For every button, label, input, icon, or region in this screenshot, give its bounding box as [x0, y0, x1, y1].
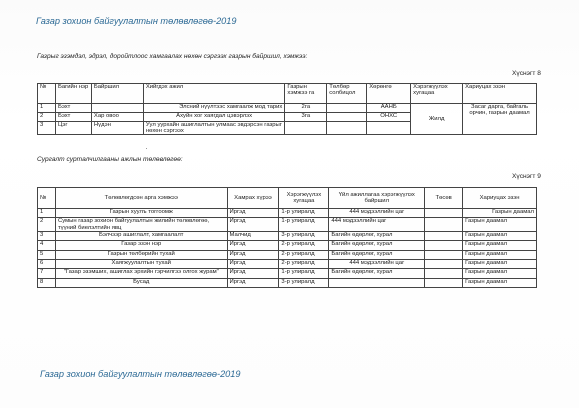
table8-cell: 3га: [285, 113, 327, 122]
table8-header-cell: Хийгдэх ажил: [143, 84, 285, 104]
table9-cell: Иргэд: [227, 269, 279, 278]
table8-header-cell: Хариуцах эзэн: [463, 84, 537, 104]
table9-cell: Багийн өдөрлөг, хурал: [329, 250, 425, 259]
table8-cell: Засаг дарга, байгаль орчин, газрын даамал: [463, 104, 537, 135]
table9-header-cell: №: [38, 188, 56, 209]
table9-header-cell: Үйл ажиллагаа хэрэгжүүлэх байршил: [329, 188, 425, 209]
table8-header-cell: Хөрөнгө: [367, 84, 411, 104]
table9-cell: Багийн өдөрлөг, хурал: [329, 269, 425, 278]
table9-cell: Иргэд: [227, 278, 279, 287]
table8-cell: [327, 122, 367, 135]
table-row: [38, 241, 537, 250]
table9-cell: Иргэд: [227, 209, 279, 218]
table9-cell: Хаягжуулалтын тухай: [55, 259, 227, 268]
table8-cell: [91, 104, 143, 113]
table9-cell: Газрын даамал: [463, 259, 537, 268]
table9-header-row: [38, 188, 537, 209]
table9-cell: 444 мэдээллийн цаг: [329, 209, 425, 218]
table9-cell: Газрын даамал: [463, 241, 537, 250]
table9-cell: Газрын даамал: [463, 269, 537, 278]
table9-cell: Багийн өдөрлөг, хурал: [329, 241, 425, 250]
table9-cell: Газрын хуулъ тоггоомж: [55, 209, 227, 218]
table9-cell: 2-р улиралд: [279, 250, 329, 259]
scan-speck: [146, 148, 147, 149]
table9-cell: 1: [38, 209, 56, 218]
table8-cell: [367, 122, 411, 135]
table9-cell: Газрын даамал: [463, 278, 537, 287]
table9-cell: Багийн өдөрлөг, хурал: [329, 231, 425, 240]
table9-cell: Газрын төлбөрийн тухай: [55, 250, 227, 259]
table9-header-cell: Төлөвлөгдсөн арга хэмжээ: [55, 188, 227, 209]
table8-cell: Цэг: [55, 122, 91, 135]
table9-cell: Газрын даамал: [463, 209, 537, 218]
table9-cell: 444 мэдээллийн цаг: [329, 259, 425, 268]
section2-heading: Сургалт сурталчилгааны ажлын төлөвлөгөө:: [37, 156, 183, 163]
table9-cell: Иргэд: [227, 259, 279, 268]
table8-cell: 3: [38, 122, 56, 135]
document-footer-title: Газар зохион байгуулалтын төлөвлөгөө-2019: [40, 369, 241, 379]
table9-cell: 5: [38, 250, 56, 259]
table9-cell: Газрын даамал: [463, 250, 537, 259]
table9-cell: [329, 278, 425, 287]
table9-cell: 2-р улиралд: [279, 241, 329, 250]
table-row: [38, 278, 537, 287]
table9-cell: [425, 259, 463, 268]
table-row: [38, 250, 537, 259]
table9-cell: 2-р улиралд: [279, 259, 329, 268]
table9-cell: 444 мэдээллийн цаг: [329, 218, 425, 231]
table9-cell: [425, 269, 463, 278]
table9-header-cell: Төсөв: [425, 188, 463, 209]
table9-cell: [425, 278, 463, 287]
table9-cell: [425, 250, 463, 259]
table9-cell: 4: [38, 241, 56, 250]
section1-heading: Газрыг эзэмдэл, эдрэл, доройтлоос хамгаалах нөхөн сэргээх газрын байршил, хэмжээ:: [37, 53, 308, 60]
table9-header-cell: Хэрэгжүүлэх хугацаа: [279, 188, 329, 209]
table-row: [38, 104, 537, 113]
table9-cell: [425, 231, 463, 240]
table8-cell: ААНБ: [367, 104, 411, 113]
table9-cell: [425, 209, 463, 218]
table8-cell: [327, 104, 367, 113]
table-row: [38, 218, 537, 231]
table8-cell: Бэхт: [55, 104, 91, 113]
table9-cell: Иргэд: [227, 218, 279, 231]
table9-cell: 1-р улиралд: [279, 209, 329, 218]
table9-cell: 8: [38, 278, 56, 287]
table8-header-cell: Газрын хэмжээ га: [285, 84, 327, 104]
table9-cell: Иргэд: [227, 250, 279, 259]
table-row: [38, 231, 537, 240]
table9-cell: 2: [38, 218, 56, 231]
table8-cell: Хар овоо: [91, 113, 143, 122]
table9-cell: 1-р улиралд: [279, 218, 329, 231]
table8-cell: Уул уурхайн ашиглалтын улмаас эвдэрсэн газрыг нөхөн сэргээх: [143, 122, 285, 135]
table9-cell: Бусад: [55, 278, 227, 287]
table8-cell: Бэхт: [55, 113, 91, 122]
table9-cell: Иргэд: [227, 241, 279, 250]
table9-cell: 3-р улиралд: [279, 278, 329, 287]
table9-cell: 7: [38, 269, 56, 278]
table9-cell: Газар эзэн нэр: [55, 241, 227, 250]
table8-label: Хүснэгт 8: [512, 70, 541, 77]
table8-header-cell: Багийн нэр: [55, 84, 91, 104]
document-header-title: Газар зохион байгуулалтын төлөвлөгөө-2019: [36, 16, 237, 26]
table9-cell: Бэлчээр ашиглалт, хамгаалалт: [55, 231, 227, 240]
table8-header-cell: Хэрэгжүүлэх хугацаа: [411, 84, 463, 104]
table9-cell: "Газар эзэмших, ашиглах эрхийн гэрчилгээ олгох журам": [55, 269, 227, 278]
table9-header-cell: Хариуцах эзэн: [463, 188, 537, 209]
table9-header-cell: Хамрах хүрээ: [227, 188, 279, 209]
table9: [37, 187, 537, 288]
table8-cell: Жилд: [411, 104, 463, 135]
table8-cell: Ахуйн хог хаягдал цэвэрлэх: [143, 113, 285, 122]
table8-cell: Нүдэн: [91, 122, 143, 135]
table-row: [38, 269, 537, 278]
table9-cell: 3-р улиралд: [279, 231, 329, 240]
table8-header-row: [38, 84, 537, 104]
table9-cell: Малчид: [227, 231, 279, 240]
table8: [37, 83, 537, 135]
table8-cell: [285, 122, 327, 135]
table9-cell: 1-р улиралд: [279, 269, 329, 278]
table9-cell: 6: [38, 259, 56, 268]
table8-cell: [327, 113, 367, 122]
table8-header-cell: Төлбөр солбицол: [327, 84, 367, 104]
table9-label: Хүснэгт 9: [512, 173, 541, 180]
table9-cell: [425, 218, 463, 231]
table9-cell: Газрын даамал: [463, 231, 537, 240]
table9-cell: 3: [38, 231, 56, 240]
table8-header-cell: Байршил: [91, 84, 143, 104]
table-row: [38, 259, 537, 268]
table8-cell: 2га: [285, 104, 327, 113]
table9-cell: [425, 241, 463, 250]
table8-cell: 1: [38, 104, 56, 113]
table-row: [38, 209, 537, 218]
table8-cell: Элсний нүүлтээс хамгаалж мод тарих: [143, 104, 285, 113]
table8-cell: 2: [38, 113, 56, 122]
table8-header-cell: №: [38, 84, 56, 104]
table8-cell: ОНХС: [367, 113, 411, 122]
table9-cell: Газрын даамал: [463, 218, 537, 231]
table9-cell: Сумын газар зохион байгуулалтын жилийн төлөвлөгөө, түүний биелэлтийн явц: [55, 218, 227, 231]
